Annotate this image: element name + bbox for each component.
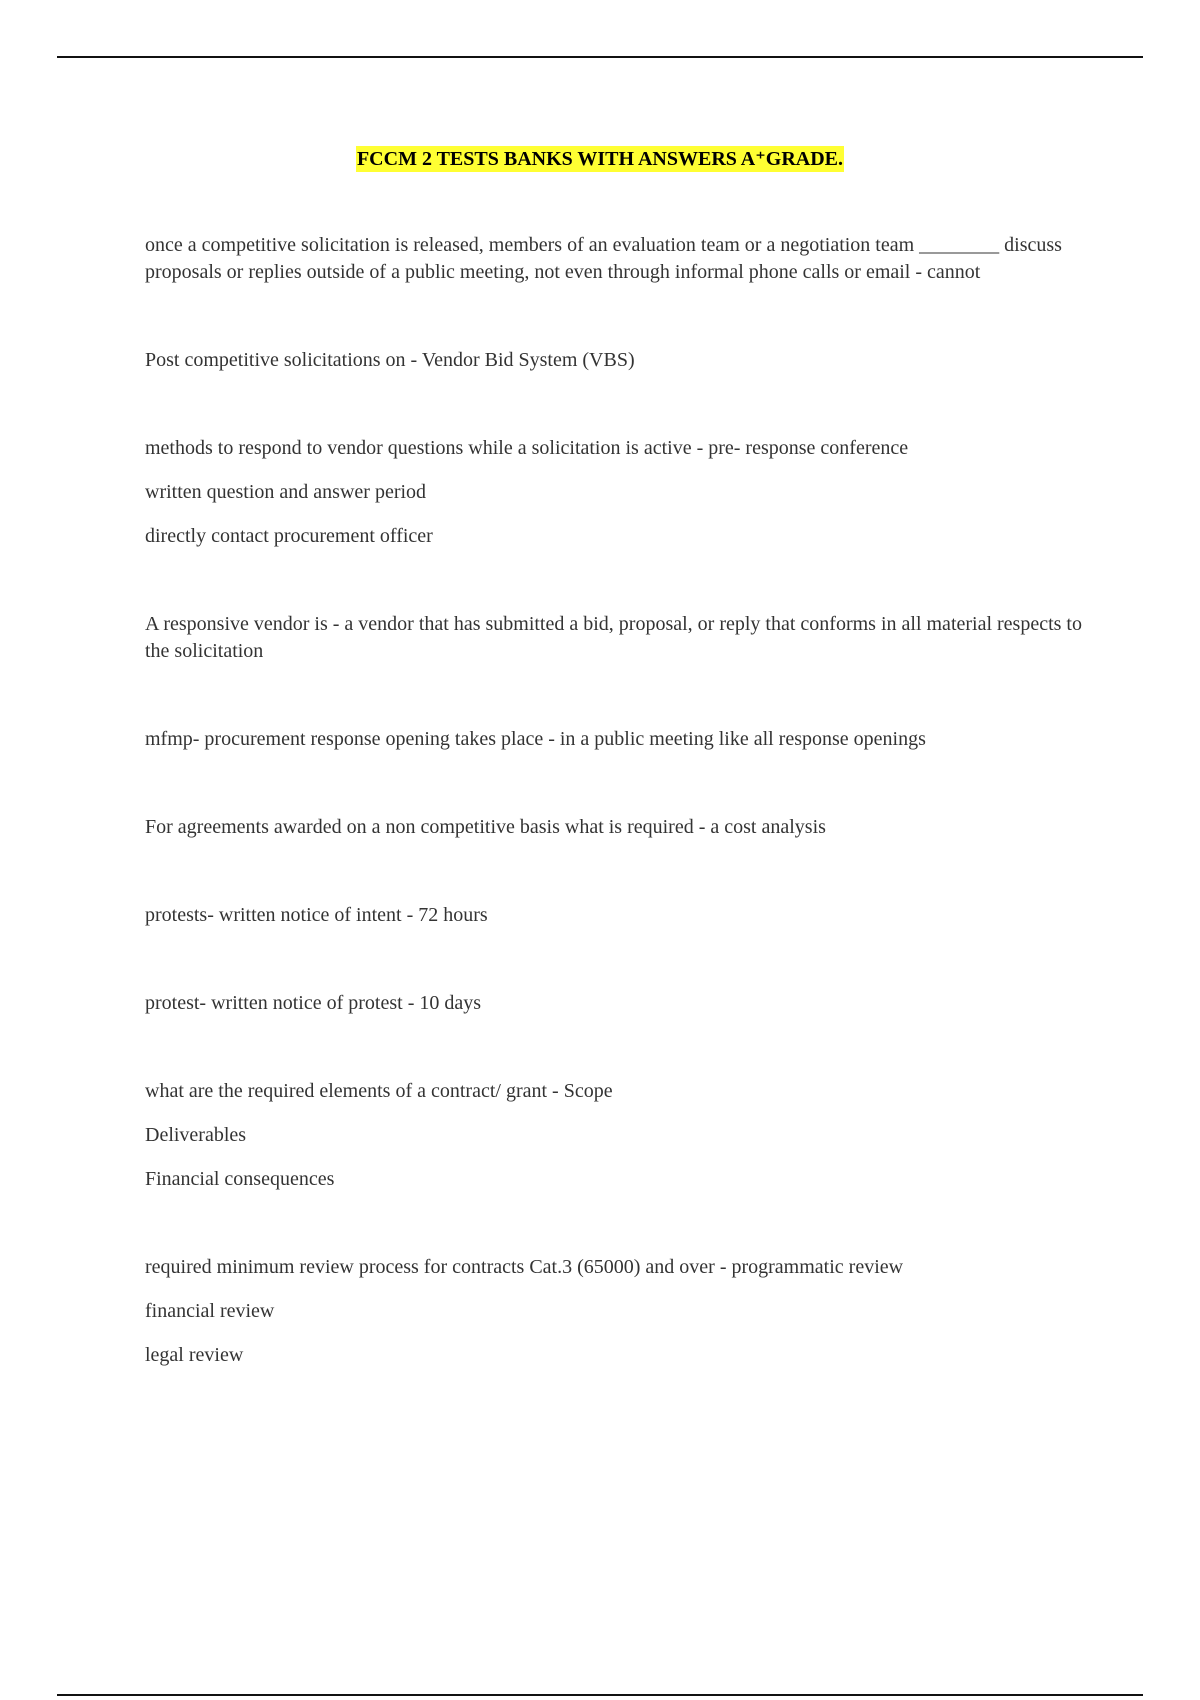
top-rule (57, 56, 1143, 58)
qa-item (145, 232, 1090, 286)
qa-line: methods to respond to vendor questions while a solicitation is active - pre- response conference (145, 437, 909, 459)
qa-line: Post competitive solicitations on - Vendor Bid System (VBS) (145, 349, 635, 371)
qa-line: mfmp- procurement response opening takes place - in a public meeting like all response openings (145, 728, 926, 750)
qa-line: legal review (145, 1344, 244, 1366)
qa-line: required minimum review process for contracts Cat.3 (65000) and over - programmatic review (145, 1256, 904, 1278)
qa-line: directly contact procurement officer (145, 525, 433, 547)
qa-line: Financial consequences (145, 1168, 335, 1190)
qa-item (145, 1254, 1090, 1369)
qa-line: protest- written notice of protest - 10 days (145, 992, 482, 1014)
qa-line: financial review (145, 1300, 275, 1322)
qa-line: what are the required elements of a contract/ grant - Scope (145, 1080, 613, 1102)
qa-item (145, 902, 1090, 929)
qa-item (145, 435, 1090, 550)
qa-line: A responsive vendor is - a vendor that has submitted a bid, proposal, or reply that conforms in all material respects to the solicitation (145, 613, 1082, 662)
document-title: FCCM 2 TESTS BANKS WITH ANSWERS A⁺GRADE. (356, 148, 844, 170)
qa-line: protests- written notice of intent - 72 hours (145, 904, 488, 926)
bottom-rule (57, 1694, 1143, 1696)
qa-item (145, 990, 1090, 1017)
qa-item (145, 611, 1090, 665)
qa-line: Deliverables (145, 1124, 247, 1146)
qa-item (145, 347, 1090, 374)
document-body (145, 232, 1090, 1430)
qa-item (145, 726, 1090, 753)
title-container (0, 146, 1200, 172)
qa-item (145, 1078, 1090, 1193)
qa-line: written question and answer period (145, 481, 427, 503)
qa-line: For agreements awarded on a non competitive basis what is required - a cost analysis (145, 816, 826, 838)
qa-item (145, 814, 1090, 841)
qa-line: once a competitive solicitation is released, members of an evaluation team or a negotiation team ________ discuss proposals or replies outside of a public meeting, not even through informal phone calls or email - cannot (145, 234, 1062, 283)
